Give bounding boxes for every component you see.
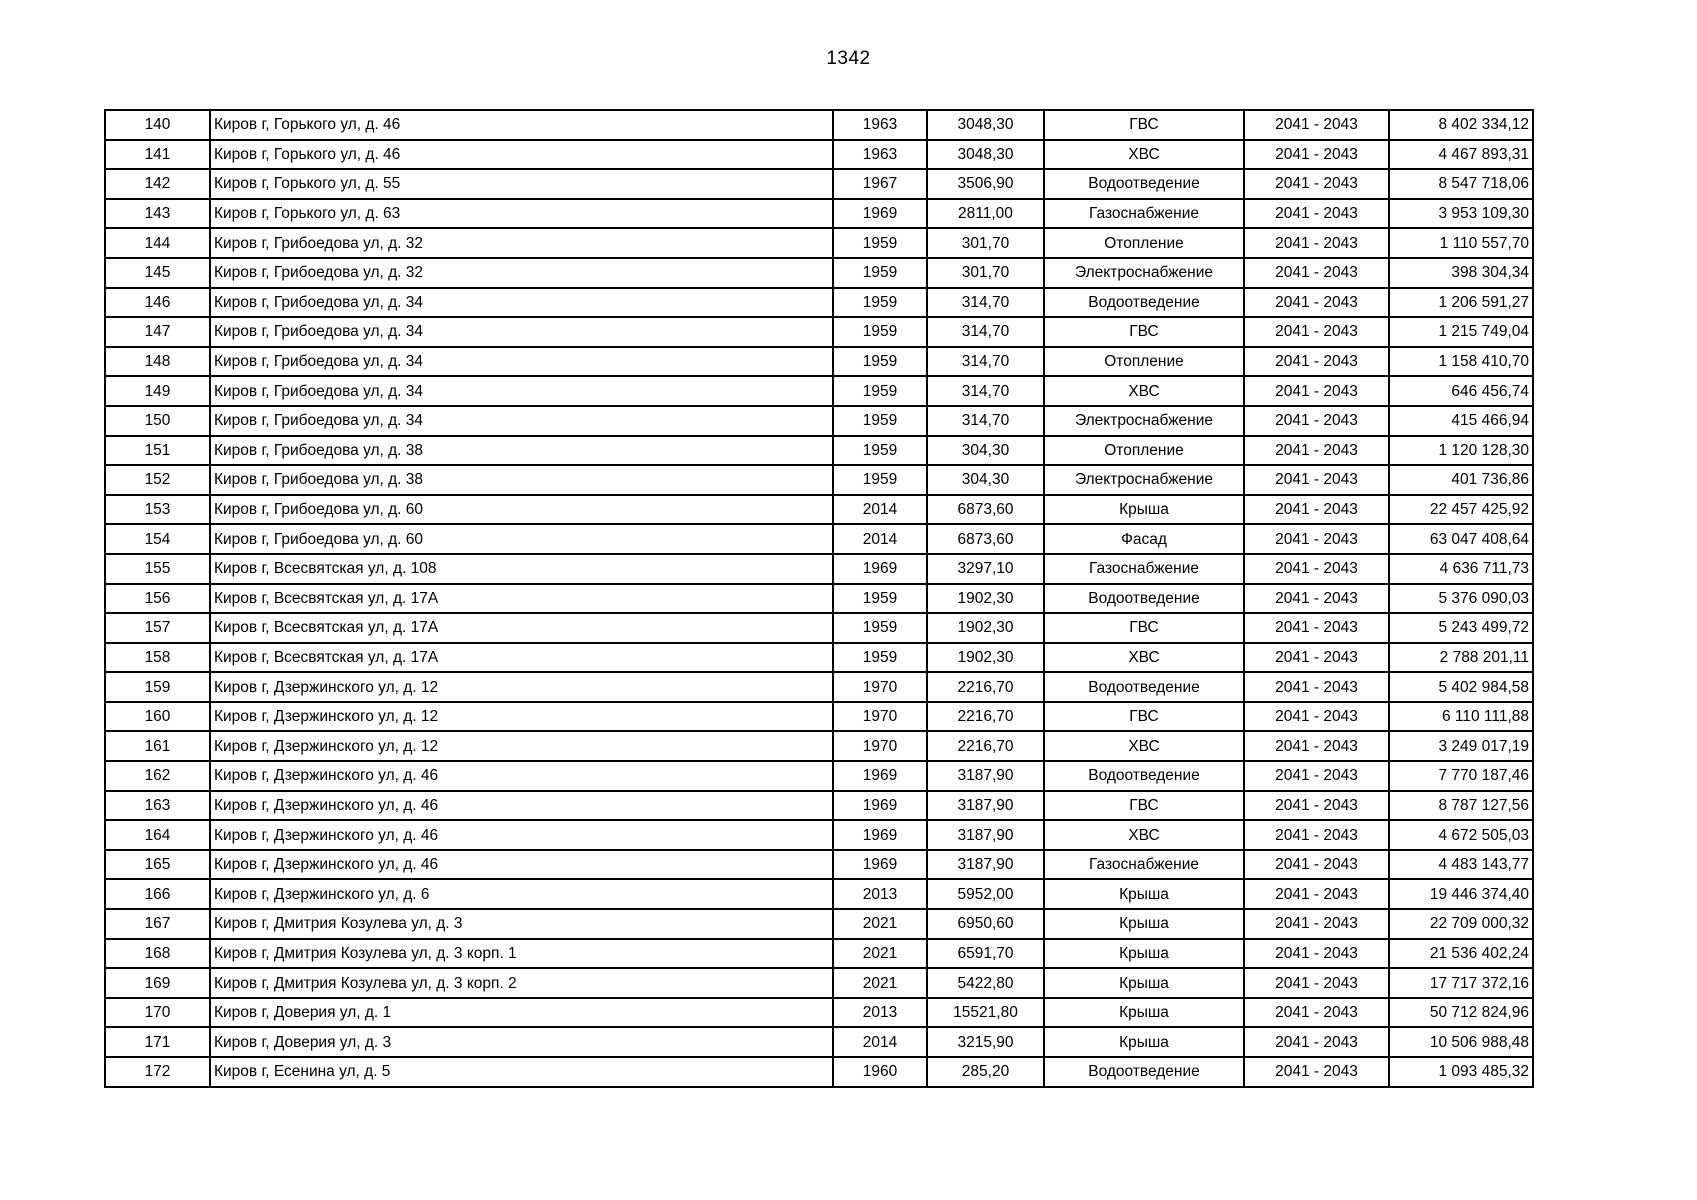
cell-period: 2041 - 2043	[1244, 820, 1389, 850]
cell-period: 2041 - 2043	[1244, 761, 1389, 791]
cell-number: 142	[105, 169, 210, 199]
cell-cost: 4 636 711,73	[1389, 554, 1533, 584]
cell-period: 2041 - 2043	[1244, 436, 1389, 466]
cell-work-type: ГВС	[1044, 110, 1244, 140]
cell-number: 155	[105, 554, 210, 584]
cell-number: 140	[105, 110, 210, 140]
cell-address: Киров г, Дзержинского ул, д. 12	[210, 672, 833, 702]
table-row	[105, 968, 1533, 998]
cell-number: 145	[105, 258, 210, 288]
table-row	[105, 702, 1533, 732]
table-row	[105, 110, 1533, 140]
cell-cost: 50 712 824,96	[1389, 998, 1533, 1028]
cell-year: 1959	[833, 436, 927, 466]
cell-cost: 7 770 187,46	[1389, 761, 1533, 791]
cell-period: 2041 - 2043	[1244, 613, 1389, 643]
cell-number: 143	[105, 199, 210, 229]
cell-year: 1970	[833, 702, 927, 732]
cell-period: 2041 - 2043	[1244, 288, 1389, 318]
cell-period: 2041 - 2043	[1244, 376, 1389, 406]
cell-address: Киров г, Грибоедова ул, д. 34	[210, 406, 833, 436]
cell-cost: 4 467 893,31	[1389, 140, 1533, 170]
cell-period: 2041 - 2043	[1244, 584, 1389, 614]
cell-year: 1969	[833, 554, 927, 584]
cell-work-type: ГВС	[1044, 791, 1244, 821]
table-row	[105, 199, 1533, 229]
table-row	[105, 998, 1533, 1028]
table-row	[105, 1027, 1533, 1057]
table-row	[105, 169, 1533, 199]
cell-cost: 2 788 201,11	[1389, 643, 1533, 673]
cell-work-type: Водоотведение	[1044, 1057, 1244, 1087]
cell-year: 1970	[833, 672, 927, 702]
table-row	[105, 524, 1533, 554]
cell-work-type: Отопление	[1044, 347, 1244, 377]
table-row	[105, 879, 1533, 909]
cell-area: 314,70	[927, 288, 1044, 318]
table-row	[105, 613, 1533, 643]
cell-number: 166	[105, 879, 210, 909]
cell-period: 2041 - 2043	[1244, 731, 1389, 761]
cell-year: 1969	[833, 761, 927, 791]
cell-area: 3187,90	[927, 820, 1044, 850]
table-row	[105, 672, 1533, 702]
cell-year: 1959	[833, 347, 927, 377]
cell-address: Киров г, Горького ул, д. 46	[210, 140, 833, 170]
cell-address: Киров г, Дзержинского ул, д. 12	[210, 702, 833, 732]
cell-year: 1963	[833, 140, 927, 170]
cell-address: Киров г, Дзержинского ул, д. 46	[210, 850, 833, 880]
cell-period: 2041 - 2043	[1244, 672, 1389, 702]
table-row	[105, 376, 1533, 406]
table-row	[105, 317, 1533, 347]
cell-year: 1959	[833, 465, 927, 495]
cell-number: 162	[105, 761, 210, 791]
cell-period: 2041 - 2043	[1244, 1057, 1389, 1087]
cell-year: 1969	[833, 791, 927, 821]
cell-work-type: ГВС	[1044, 702, 1244, 732]
cell-area: 6950,60	[927, 909, 1044, 939]
registry-table	[104, 109, 1534, 1088]
cell-area: 314,70	[927, 376, 1044, 406]
cell-work-type: Водоотведение	[1044, 169, 1244, 199]
table-row	[105, 791, 1533, 821]
cell-number: 153	[105, 495, 210, 525]
cell-work-type: Крыша	[1044, 998, 1244, 1028]
cell-address: Киров г, Грибоедова ул, д. 38	[210, 436, 833, 466]
cell-area: 3297,10	[927, 554, 1044, 584]
cell-period: 2041 - 2043	[1244, 879, 1389, 909]
cell-area: 6873,60	[927, 524, 1044, 554]
cell-area: 15521,80	[927, 998, 1044, 1028]
cell-year: 1959	[833, 317, 927, 347]
cell-area: 6873,60	[927, 495, 1044, 525]
cell-year: 1959	[833, 584, 927, 614]
cell-year: 1967	[833, 169, 927, 199]
cell-cost: 5 402 984,58	[1389, 672, 1533, 702]
cell-year: 1959	[833, 406, 927, 436]
cell-year: 1959	[833, 258, 927, 288]
cell-period: 2041 - 2043	[1244, 968, 1389, 998]
cell-address: Киров г, Дзержинского ул, д. 46	[210, 791, 833, 821]
cell-cost: 17 717 372,16	[1389, 968, 1533, 998]
table-row	[105, 258, 1533, 288]
cell-year: 2014	[833, 495, 927, 525]
cell-area: 285,20	[927, 1057, 1044, 1087]
cell-address: Киров г, Дмитрия Козулева ул, д. 3	[210, 909, 833, 939]
cell-address: Киров г, Всесвятская ул, д. 17А	[210, 613, 833, 643]
cell-area: 2216,70	[927, 731, 1044, 761]
cell-year: 2014	[833, 524, 927, 554]
cell-number: 159	[105, 672, 210, 702]
cell-area: 3187,90	[927, 761, 1044, 791]
cell-number: 144	[105, 228, 210, 258]
cell-cost: 4 672 505,03	[1389, 820, 1533, 850]
cell-period: 2041 - 2043	[1244, 702, 1389, 732]
cell-cost: 5 243 499,72	[1389, 613, 1533, 643]
cell-work-type: Газоснабжение	[1044, 554, 1244, 584]
cell-work-type: ХВС	[1044, 731, 1244, 761]
cell-work-type: Крыша	[1044, 968, 1244, 998]
cell-cost: 1 206 591,27	[1389, 288, 1533, 318]
cell-number: 163	[105, 791, 210, 821]
cell-year: 1959	[833, 228, 927, 258]
cell-number: 157	[105, 613, 210, 643]
cell-area: 301,70	[927, 258, 1044, 288]
cell-number: 150	[105, 406, 210, 436]
cell-work-type: Водоотведение	[1044, 288, 1244, 318]
cell-number: 148	[105, 347, 210, 377]
cell-work-type: Отопление	[1044, 228, 1244, 258]
cell-year: 1959	[833, 288, 927, 318]
cell-area: 2811,00	[927, 199, 1044, 229]
cell-cost: 22 457 425,92	[1389, 495, 1533, 525]
cell-number: 158	[105, 643, 210, 673]
cell-work-type: Фасад	[1044, 524, 1244, 554]
table-row	[105, 406, 1533, 436]
table-row	[105, 1057, 1533, 1087]
cell-cost: 3 249 017,19	[1389, 731, 1533, 761]
cell-period: 2041 - 2043	[1244, 140, 1389, 170]
cell-work-type: Электроснабжение	[1044, 465, 1244, 495]
table-row	[105, 939, 1533, 969]
cell-address: Киров г, Всесвятская ул, д. 108	[210, 554, 833, 584]
cell-cost: 1 093 485,32	[1389, 1057, 1533, 1087]
cell-cost: 1 158 410,70	[1389, 347, 1533, 377]
table-row	[105, 554, 1533, 584]
cell-address: Киров г, Дзержинского ул, д. 46	[210, 761, 833, 791]
table-row	[105, 347, 1533, 377]
cell-address: Киров г, Грибоедова ул, д. 34	[210, 317, 833, 347]
cell-period: 2041 - 2043	[1244, 909, 1389, 939]
cell-area: 5422,80	[927, 968, 1044, 998]
cell-work-type: Электроснабжение	[1044, 406, 1244, 436]
cell-year: 2013	[833, 879, 927, 909]
cell-number: 141	[105, 140, 210, 170]
cell-area: 301,70	[927, 228, 1044, 258]
cell-work-type: Водоотведение	[1044, 761, 1244, 791]
cell-year: 2021	[833, 909, 927, 939]
cell-year: 1959	[833, 613, 927, 643]
table-row	[105, 584, 1533, 614]
cell-address: Киров г, Грибоедова ул, д. 38	[210, 465, 833, 495]
cell-work-type: ХВС	[1044, 376, 1244, 406]
cell-period: 2041 - 2043	[1244, 347, 1389, 377]
page-number: 1342	[826, 48, 871, 69]
cell-year: 1969	[833, 820, 927, 850]
cell-area: 314,70	[927, 317, 1044, 347]
table-row	[105, 228, 1533, 258]
cell-work-type: Водоотведение	[1044, 672, 1244, 702]
cell-address: Киров г, Доверия ул, д. 3	[210, 1027, 833, 1057]
cell-number: 167	[105, 909, 210, 939]
cell-address: Киров г, Дзержинского ул, д. 6	[210, 879, 833, 909]
cell-year: 1959	[833, 376, 927, 406]
cell-address: Киров г, Грибоедова ул, д. 34	[210, 288, 833, 318]
cell-number: 169	[105, 968, 210, 998]
cell-area: 2216,70	[927, 702, 1044, 732]
cell-period: 2041 - 2043	[1244, 317, 1389, 347]
cell-area: 6591,70	[927, 939, 1044, 969]
cell-cost: 415 466,94	[1389, 406, 1533, 436]
cell-number: 146	[105, 288, 210, 318]
cell-number: 154	[105, 524, 210, 554]
cell-area: 1902,30	[927, 643, 1044, 673]
cell-area: 5952,00	[927, 879, 1044, 909]
cell-period: 2041 - 2043	[1244, 495, 1389, 525]
cell-area: 3215,90	[927, 1027, 1044, 1057]
cell-work-type: Крыша	[1044, 939, 1244, 969]
cell-area: 3506,90	[927, 169, 1044, 199]
cell-period: 2041 - 2043	[1244, 939, 1389, 969]
cell-number: 164	[105, 820, 210, 850]
cell-number: 171	[105, 1027, 210, 1057]
cell-number: 172	[105, 1057, 210, 1087]
cell-work-type: Водоотведение	[1044, 584, 1244, 614]
cell-address: Киров г, Горького ул, д. 55	[210, 169, 833, 199]
cell-period: 2041 - 2043	[1244, 406, 1389, 436]
cell-cost: 3 953 109,30	[1389, 199, 1533, 229]
table-row	[105, 495, 1533, 525]
cell-address: Киров г, Доверия ул, д. 1	[210, 998, 833, 1028]
cell-work-type: Электроснабжение	[1044, 258, 1244, 288]
cell-period: 2041 - 2043	[1244, 465, 1389, 495]
table-row	[105, 288, 1533, 318]
cell-address: Киров г, Дзержинского ул, д. 46	[210, 820, 833, 850]
table-row	[105, 731, 1533, 761]
cell-work-type: ХВС	[1044, 820, 1244, 850]
cell-number: 160	[105, 702, 210, 732]
cell-address: Киров г, Грибоедова ул, д. 60	[210, 524, 833, 554]
cell-number: 151	[105, 436, 210, 466]
cell-cost: 1 120 128,30	[1389, 436, 1533, 466]
cell-address: Киров г, Грибоедова ул, д. 34	[210, 347, 833, 377]
cell-address: Киров г, Грибоедова ул, д. 34	[210, 376, 833, 406]
cell-cost: 1 110 557,70	[1389, 228, 1533, 258]
cell-year: 1970	[833, 731, 927, 761]
cell-year: 2013	[833, 998, 927, 1028]
cell-address: Киров г, Грибоедова ул, д. 32	[210, 258, 833, 288]
cell-area: 314,70	[927, 347, 1044, 377]
cell-cost: 22 709 000,32	[1389, 909, 1533, 939]
cell-number: 156	[105, 584, 210, 614]
cell-work-type: ХВС	[1044, 643, 1244, 673]
cell-work-type: Газоснабжение	[1044, 199, 1244, 229]
cell-number: 170	[105, 998, 210, 1028]
cell-address: Киров г, Дмитрия Козулева ул, д. 3 корп. 2	[210, 968, 833, 998]
cell-work-type: Крыша	[1044, 495, 1244, 525]
table-row	[105, 643, 1533, 673]
cell-number: 149	[105, 376, 210, 406]
cell-cost: 10 506 988,48	[1389, 1027, 1533, 1057]
cell-period: 2041 - 2043	[1244, 110, 1389, 140]
cell-period: 2041 - 2043	[1244, 199, 1389, 229]
cell-cost: 398 304,34	[1389, 258, 1533, 288]
cell-cost: 6 110 111,88	[1389, 702, 1533, 732]
cell-year: 1960	[833, 1057, 927, 1087]
cell-number: 147	[105, 317, 210, 347]
cell-area: 3048,30	[927, 140, 1044, 170]
cell-address: Киров г, Всесвятская ул, д. 17А	[210, 584, 833, 614]
cell-cost: 646 456,74	[1389, 376, 1533, 406]
cell-work-type: ГВС	[1044, 613, 1244, 643]
cell-work-type: Крыша	[1044, 879, 1244, 909]
cell-area: 314,70	[927, 406, 1044, 436]
cell-address: Киров г, Есенина ул, д. 5	[210, 1057, 833, 1087]
cell-cost: 401 736,86	[1389, 465, 1533, 495]
cell-address: Киров г, Дмитрия Козулева ул, д. 3 корп. 1	[210, 939, 833, 969]
cell-cost: 8 787 127,56	[1389, 791, 1533, 821]
cell-work-type: ГВС	[1044, 317, 1244, 347]
cell-period: 2041 - 2043	[1244, 524, 1389, 554]
cell-period: 2041 - 2043	[1244, 228, 1389, 258]
cell-year: 1969	[833, 199, 927, 229]
cell-period: 2041 - 2043	[1244, 643, 1389, 673]
cell-period: 2041 - 2043	[1244, 850, 1389, 880]
cell-cost: 19 446 374,40	[1389, 879, 1533, 909]
cell-area: 2216,70	[927, 672, 1044, 702]
cell-cost: 1 215 749,04	[1389, 317, 1533, 347]
cell-area: 1902,30	[927, 613, 1044, 643]
cell-year: 2021	[833, 939, 927, 969]
cell-year: 1969	[833, 850, 927, 880]
cell-address: Киров г, Горького ул, д. 46	[210, 110, 833, 140]
cell-work-type: ХВС	[1044, 140, 1244, 170]
cell-area: 3048,30	[927, 110, 1044, 140]
cell-year: 1963	[833, 110, 927, 140]
cell-address: Киров г, Грибоедова ул, д. 60	[210, 495, 833, 525]
table-row	[105, 465, 1533, 495]
cell-area: 3187,90	[927, 791, 1044, 821]
cell-cost: 5 376 090,03	[1389, 584, 1533, 614]
cell-address: Киров г, Всесвятская ул, д. 17А	[210, 643, 833, 673]
cell-address: Киров г, Дзержинского ул, д. 12	[210, 731, 833, 761]
cell-period: 2041 - 2043	[1244, 554, 1389, 584]
cell-number: 152	[105, 465, 210, 495]
table-row	[105, 820, 1533, 850]
cell-work-type: Крыша	[1044, 1027, 1244, 1057]
cell-cost: 8 402 334,12	[1389, 110, 1533, 140]
cell-area: 3187,90	[927, 850, 1044, 880]
cell-area: 304,30	[927, 465, 1044, 495]
cell-number: 165	[105, 850, 210, 880]
cell-year: 2021	[833, 968, 927, 998]
table-row	[105, 761, 1533, 791]
cell-period: 2041 - 2043	[1244, 258, 1389, 288]
cell-work-type: Отопление	[1044, 436, 1244, 466]
cell-period: 2041 - 2043	[1244, 169, 1389, 199]
cell-period: 2041 - 2043	[1244, 791, 1389, 821]
cell-cost: 4 483 143,77	[1389, 850, 1533, 880]
cell-address: Киров г, Горького ул, д. 63	[210, 199, 833, 229]
cell-period: 2041 - 2043	[1244, 998, 1389, 1028]
cell-area: 304,30	[927, 436, 1044, 466]
table-row	[105, 436, 1533, 466]
cell-address: Киров г, Грибоедова ул, д. 32	[210, 228, 833, 258]
cell-work-type: Крыша	[1044, 909, 1244, 939]
cell-area: 1902,30	[927, 584, 1044, 614]
cell-work-type: Газоснабжение	[1044, 850, 1244, 880]
cell-number: 168	[105, 939, 210, 969]
cell-cost: 21 536 402,24	[1389, 939, 1533, 969]
cell-year: 1959	[833, 643, 927, 673]
cell-cost: 8 547 718,06	[1389, 169, 1533, 199]
table-row	[105, 909, 1533, 939]
table-row	[105, 850, 1533, 880]
cell-cost: 63 047 408,64	[1389, 524, 1533, 554]
registry-table-body	[105, 110, 1533, 1087]
cell-number: 161	[105, 731, 210, 761]
table-row	[105, 140, 1533, 170]
cell-period: 2041 - 2043	[1244, 1027, 1389, 1057]
cell-year: 2014	[833, 1027, 927, 1057]
